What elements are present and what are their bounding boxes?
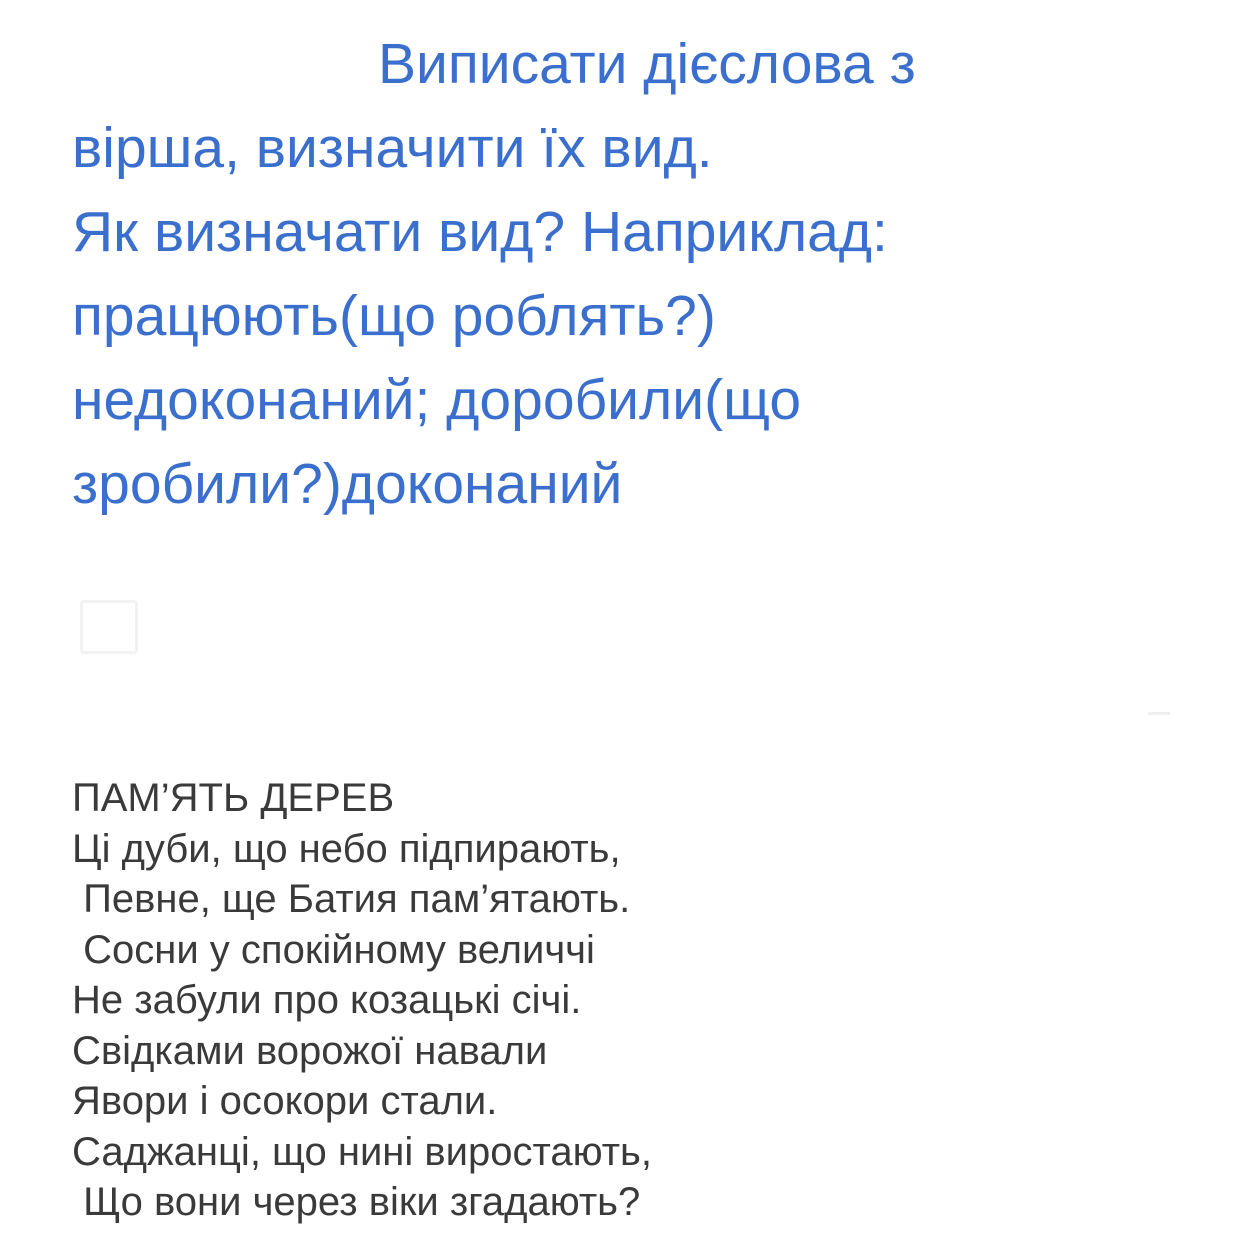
poem-line: Явори і осокори стали. bbox=[72, 1079, 498, 1123]
task-line: зробили?)доконаний bbox=[72, 452, 623, 516]
task-line: недоконаний; доробили(що bbox=[72, 368, 802, 432]
faded-divider bbox=[1148, 712, 1170, 715]
poem-line: Сосни у спокійному величчі bbox=[72, 927, 595, 972]
poem bbox=[72, 773, 972, 1228]
poem-line: Саджанці, що нині виростають, bbox=[72, 1129, 652, 1174]
task-line: працюють(що роблять?) bbox=[72, 284, 716, 348]
poem-line: Ці дуби, що небо підпирають, bbox=[72, 826, 621, 871]
poem-title: ПАМ’ЯТЬ ДЕРЕВ bbox=[72, 776, 395, 820]
faded-document-icon bbox=[80, 600, 138, 654]
poem-line: Певне, ще Батия пам’ятають. bbox=[72, 877, 631, 921]
task-instructions bbox=[72, 22, 1172, 526]
poem-line: Що вони через віки згадають? bbox=[72, 1180, 641, 1224]
task-line: вірша, визначити їх вид. bbox=[72, 116, 713, 180]
poem-line: Не забули про козацькі січі. bbox=[72, 978, 582, 1022]
task-line: Як визначати вид? Наприклад: bbox=[72, 200, 888, 264]
task-line: Виписати дієслова з bbox=[378, 32, 916, 96]
poem-line: Свідками ворожої навали bbox=[72, 1028, 548, 1073]
